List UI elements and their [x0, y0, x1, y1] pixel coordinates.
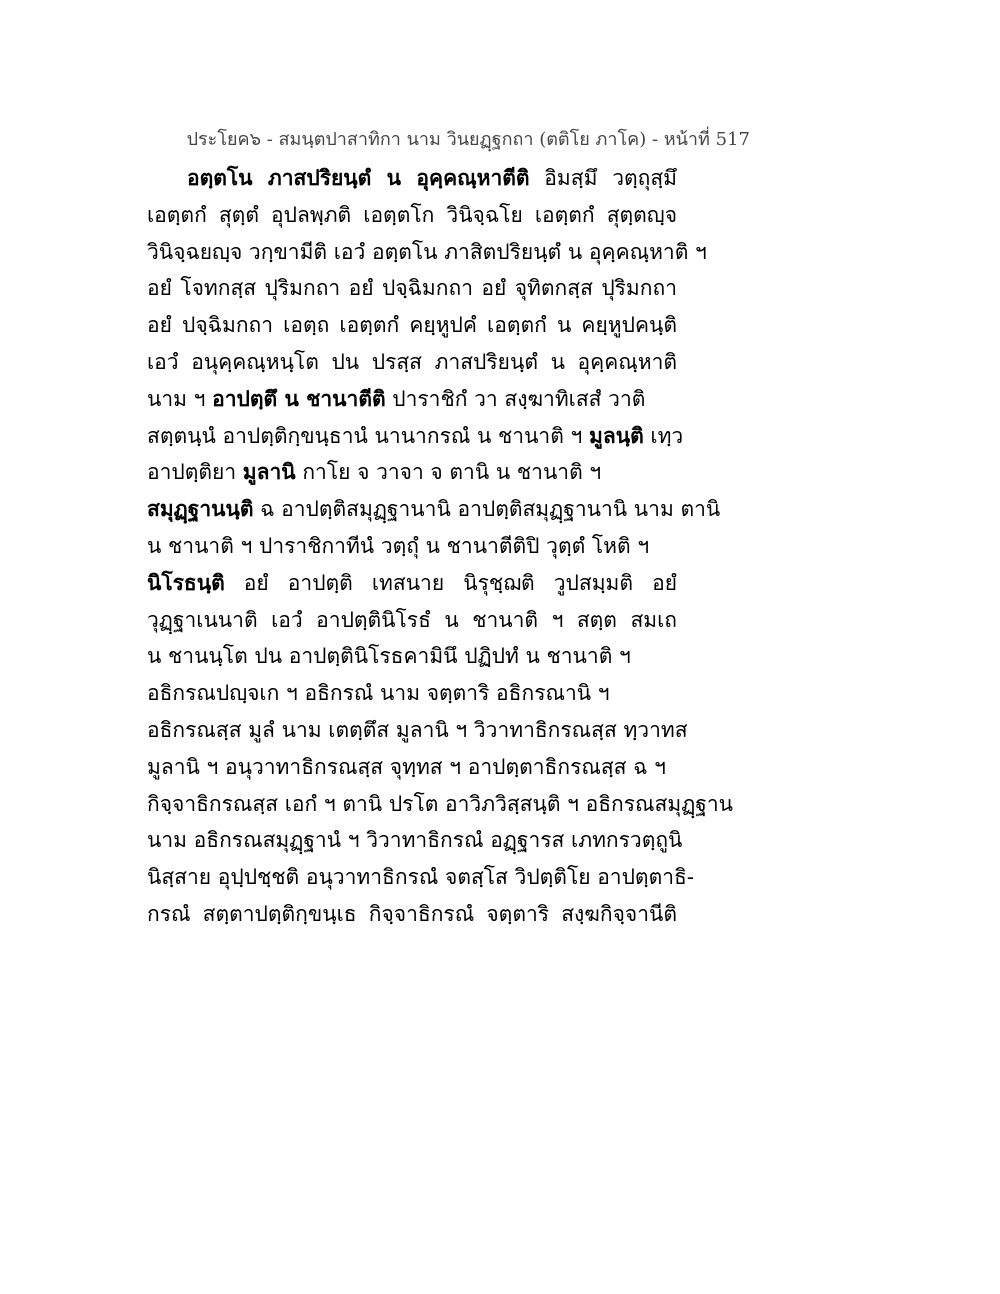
- text-segment: เทฺว: [643, 423, 684, 448]
- text-line: [147, 859, 694, 896]
- text-body: [147, 160, 734, 933]
- text-line: [147, 160, 677, 197]
- bold-term: นิโรธนฺติ: [147, 569, 225, 595]
- text-segment: มูลานิ ฯ อนุวาทาธิกรณสฺส จุทฺทส ฯ อาปตฺตาธิกรณสฺส ฉ ฯ: [147, 754, 666, 779]
- text-line: [147, 381, 677, 418]
- text-segment: อิมสฺมึ วตฺถุสฺมึ: [529, 166, 677, 190]
- text-line: [147, 565, 677, 602]
- text-segment: กรณํ สตฺตาปตฺติกฺขนฺเธ กิจฺจาธิกรณํ จตฺตาริ สงฺฆกิจฺจานีติ: [147, 901, 677, 926]
- text-segment: วินิจฺฉยญฺจ วกฺขามีติ เอวํ อตฺตโน ภาสิตปริยนฺตํ น อุคฺคณฺหาติ ฯ: [147, 239, 707, 264]
- text-line: [147, 712, 688, 749]
- text-line: [147, 528, 677, 565]
- text-segment: อยํ อาปตฺติ เทสนาย นิรุชฺฌติ วูปสมฺมติ อยํ: [224, 570, 677, 595]
- text-segment: อาปตฺติยา: [147, 460, 243, 485]
- text-segment: วุฏฺฐาเนนาติ เอวํ อาปตฺตินิโรธํ น ชานาติ ฯ สตฺต สมเถ: [147, 607, 677, 632]
- text-segment: น ชานาติ ฯ ปาราชิกาทีนํ วตฺถุํ น ชานาตีติปิ วุตฺตํ โหติ ฯ: [147, 533, 650, 558]
- text-line: [147, 638, 677, 675]
- text-segment: อธิกรณปญฺจเก ฯ อธิกรณํ นาม จตฺตาริ อธิกรณานิ ฯ: [147, 681, 610, 706]
- text-segment: อธิกรณสฺส มูลํ นาม เตตฺตึส มูลานิ ฯ วิวาทาธิกรณสฺส ทฺวาทส: [147, 717, 688, 742]
- text-line: [147, 344, 677, 381]
- text-line: [147, 491, 721, 528]
- text-segment: ฉ อาปตฺติสมุฏฺฐานานิ อาปตฺติสมุฏฺฐานานิ นาม ตานิ: [253, 497, 721, 522]
- text-segment: นิสฺสาย อุปฺปชฺชติ อนุวาทาธิกรณํ จตสฺโส วิปตฺติโย อาปตฺตาธิ-: [147, 865, 694, 890]
- text-segment: ปาราชิกํ วา สงฺฆาทิเสสํ วาติ: [385, 386, 646, 411]
- text-segment: กิจฺจาธิกรณสฺส เอกํ ฯ ตานิ ปรโต อาวิภวิสฺสนฺติ ฯ อธิกรณสมุฏฺฐาน: [147, 791, 734, 816]
- bold-term: อาปตฺตึ น ชานาตีติ: [212, 385, 386, 411]
- bold-term: มูลนฺติ: [589, 422, 644, 448]
- bold-term: สมุฏฺฐานนฺติ: [147, 496, 254, 522]
- text-segment: นาม ฯ: [147, 386, 213, 411]
- text-line: [147, 270, 677, 307]
- text-segment: สตฺตนฺนํ อาปตฺติกฺขนฺธานํ นานากรณํ น ชานาติ ฯ: [147, 423, 590, 448]
- bold-term: อตฺตโน ภาสปริยนฺตํ น อุคฺคณฺหาตีติ: [187, 165, 530, 190]
- text-line: [147, 602, 677, 639]
- text-line: [147, 234, 707, 271]
- text-line: [147, 454, 677, 491]
- text-segment: เอตฺตกํ สุตฺตํ อุปลพฺภติ เอตฺตโก วินิจฺฉโย เอตฺตกํ สุตฺตญฺจ: [147, 202, 677, 227]
- text-line: [147, 896, 677, 933]
- text-line: [147, 418, 684, 455]
- text-segment: น ชานนฺโต ปน อาปตฺตินิโรธคามินึ ปฏิปทํ น ชานาติ ฯ: [147, 644, 631, 669]
- text-segment: อยํ ปจฺฉิมกถา เอตฺถ เอตฺตกํ คยฺหูปคํ เอตฺตกํ น คยฺหูปคนฺติ: [147, 313, 677, 338]
- text-line: [147, 749, 677, 786]
- text-segment: อยํ โจทกสฺส ปุริมกถา อยํ ปจฺฉิมกถา อยํ จุทิตกสฺส ปุริมกถา: [147, 276, 677, 301]
- text-line: [147, 307, 677, 344]
- bold-term: มูลานิ: [242, 459, 296, 485]
- text-line: [147, 822, 683, 859]
- text-line: [147, 675, 677, 712]
- page-header: ประโยค๖ - สมนฺตปาสาทิกา นาม วินยฏฺฐกถา (ตติโย ภาโค) - หน้าที่ 517: [186, 129, 750, 150]
- text-line: [147, 786, 734, 823]
- text-segment: กาโย จ วาจา จ ตานิ น ชานาติ ฯ: [295, 460, 602, 485]
- text-line: [147, 197, 677, 234]
- text-segment: เอวํ อนุคฺคณฺหนฺโต ปน ปรสฺส ภาสปริยนฺตํ น อุคฺคณฺหาติ: [147, 349, 677, 374]
- text-segment: นาม อธิกรณสมุฏฺฐานํ ฯ วิวาทาธิกรณํ อฏฺฐารส เภทกรวตฺถูนิ: [147, 828, 683, 853]
